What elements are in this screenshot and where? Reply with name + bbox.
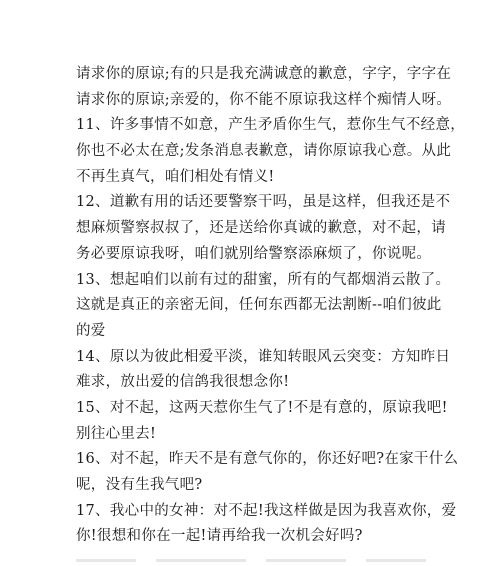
paragraph-17-line: 17、我心中的女神：对不起!我这样做是因为我喜欢你，爱	[76, 502, 457, 519]
faded-text-fragment	[76, 559, 136, 562]
text-line: 难求，放出爱的信鸽我很想念你!	[76, 374, 290, 391]
text-line: 想麻烦警察叔叔了，还是送给你真诚的歉意，对不起，请	[76, 220, 446, 237]
faded-text-fragment	[266, 559, 346, 562]
text-line: 你!很想和你在一起!请再给我一次机会好吗?	[76, 528, 363, 545]
text-line: 请求你的原谅;亲爱的，你不能不原谅我这样个痴情人呀。	[76, 91, 452, 108]
paragraph-12-line: 12、道歉有用的话还要警察干吗，虽是这样，但我还是不	[76, 194, 451, 211]
paragraph-14-line: 14、原以为彼此相爱平淡，谁知转眼风云突变：方知昨日	[76, 348, 451, 365]
document-body	[76, 62, 466, 550]
text-line: 务必要原谅我呀，咱们就别给警察添麻烦了，你说呢。	[76, 245, 432, 262]
faded-text-fragment	[366, 559, 426, 562]
text-line: 你也不必太在意;发条消息表歉意，请你原谅我心意。从此	[76, 143, 452, 160]
cut-off-text-line	[76, 555, 428, 565]
text-line: 别往心里去!	[76, 425, 157, 442]
paragraph-15-line: 15、对不起，这两天惹你生气了!不是有意的，原谅我吧!	[76, 399, 448, 416]
paragraph-13-line: 13、想起咱们以前有过的甜蜜，所有的气都烟消云散了。	[76, 271, 451, 288]
paragraph-11-line: 11、许多事情不如意，产生矛盾你生气，惹你生气不经意，	[76, 117, 466, 134]
text-line: 这就是真正的亲密无间，任何东西都无法割断--咱们彼此	[76, 297, 442, 314]
faded-text-fragment	[156, 559, 246, 562]
text-line: 请求你的原谅;有的只是我充满诚意的歉意，字字，字字在	[76, 66, 452, 82]
text-line: 呢，没有生我气吧?	[76, 477, 203, 493]
text-line: 不再生真气，咱们相处有情义!	[76, 168, 275, 185]
text-line: 的爱	[76, 322, 106, 339]
paragraph-16-line: 16、对不起，昨天不是有意气你的，你还好吧?在家干什么	[76, 451, 459, 468]
